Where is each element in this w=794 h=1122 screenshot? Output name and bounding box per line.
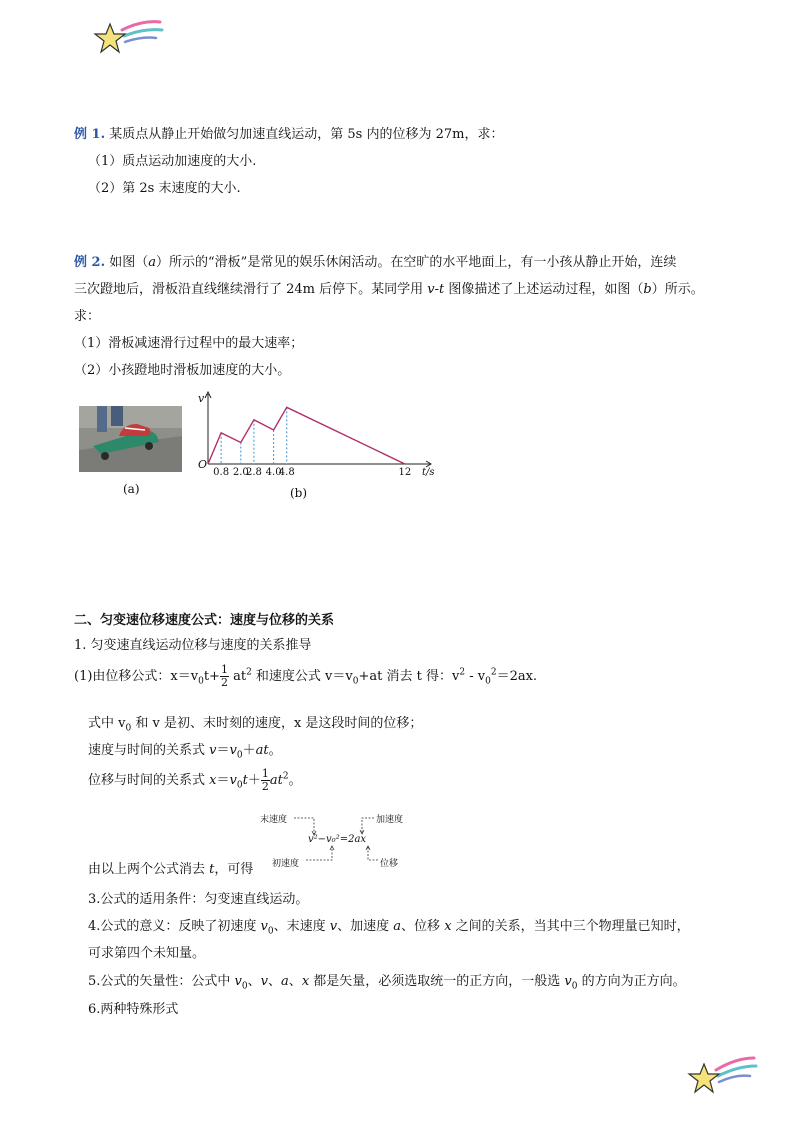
sup-2: 2 <box>282 771 289 782</box>
xt-plus: ＋ <box>247 773 261 788</box>
item-5-text-b: 都是矢量，必须选取统一的正方向，一般选 <box>309 974 565 989</box>
xt-end: 。 <box>288 773 302 788</box>
xt-x: x <box>209 773 217 788</box>
example-2-text-1a: 如图（ <box>109 255 149 270</box>
item-5-text-a: 5.公式的矢量性：公式中 <box>88 974 235 989</box>
example-2-fig-a-ref: a <box>148 255 157 270</box>
formula-text-1: (1)由位移公式：x＝v <box>74 669 199 684</box>
diagram-label-displacement: 位移 <box>380 859 399 869</box>
vt-symbol: v-t <box>427 282 445 297</box>
sub-0: 0 <box>267 926 274 937</box>
sub-0: 0 <box>571 981 578 992</box>
velocity-series-line <box>208 407 405 464</box>
x-axis-label: t/s <box>422 467 435 478</box>
example-1-question-2: （2）第 2s 末速度的大小. <box>88 181 241 196</box>
fraction-denominator: 2 <box>220 676 228 689</box>
one-half-fraction <box>220 664 229 689</box>
example-2-text-2c: ）所示。 <box>651 282 704 297</box>
variables-line <box>88 712 422 734</box>
formula-text-7: ＝2ax. <box>496 669 538 684</box>
item-4-text-e: 之间的关系，当其中三个物理量已知时， <box>451 919 690 934</box>
item-4-text-a: 4.公式的意义：反映了初速度 <box>88 919 261 934</box>
fraction-denominator: 2 <box>261 780 269 793</box>
sep: 、 <box>247 974 261 989</box>
elimination-line <box>88 858 253 877</box>
vt-eq: ＝ <box>216 743 230 758</box>
figure-b-caption: (b) <box>290 486 308 500</box>
skateboard-photo <box>79 406 182 472</box>
vt-v: v <box>209 743 217 758</box>
x-tick-label: 4.8 <box>278 467 295 478</box>
diagram-label-initial-velocity: 初速度 <box>272 859 300 869</box>
x-tick-label: 12 <box>398 467 412 478</box>
sym-v: v <box>329 919 338 934</box>
velocity-time-line <box>88 739 282 761</box>
example-2-question-1: （1）滑板减速滑行过程中的最大速率； <box>74 336 304 351</box>
example-2-question-2: （2）小孩蹬地时滑板加速度的大小。 <box>74 363 291 378</box>
example-2-line-1 <box>74 251 676 270</box>
x-tick-label: 2.0 <box>232 467 249 478</box>
y-axis-label: v <box>198 392 205 405</box>
sub-0: 0 <box>236 780 243 791</box>
vt-plus: ＋ <box>242 743 256 758</box>
shooting-star-bottom-icon <box>686 1050 758 1100</box>
item-5 <box>88 970 686 992</box>
item-6: 6.两种特殊形式 <box>88 1002 179 1017</box>
item-4 <box>88 915 690 937</box>
section-2-subheading-1: 1. 匀变速直线运动位移与速度的关系推导 <box>74 638 312 653</box>
elim-text-b: ，可得 <box>214 862 254 877</box>
example-2-line-2 <box>74 278 704 297</box>
sym-v: v <box>564 974 572 989</box>
sym-x: x <box>444 919 452 934</box>
vt-at: at <box>255 743 269 758</box>
item-4-text-c: 、加速度 <box>337 919 394 934</box>
sub-0: 0 <box>198 676 204 687</box>
x-tick-label: 0.8 <box>213 467 230 478</box>
x-tick-label: 2.8 <box>245 467 262 478</box>
example-2-text-1b: ）所示的“滑板”是常见的娱乐休闲活动。在空旷的水平地面上，有一小孩从静止开始，连续 <box>156 255 677 270</box>
sym-a: a <box>393 919 402 934</box>
diagram-label-final-velocity: 末速度 <box>260 815 288 825</box>
formula-text-4: 和速度公式 v＝v <box>251 669 353 684</box>
example-2-text-2b: 图像描述了上述运动过程，如图（ <box>444 282 644 297</box>
vt-end: 。 <box>268 743 282 758</box>
example-1-label: 例 1. <box>74 127 106 142</box>
sup-2: 2 <box>490 667 497 678</box>
sym-v: v <box>234 974 242 989</box>
example-2-text-2a: 三次蹬地后，滑板沿直线继续滑行了 24m 后停下。某同学用 <box>74 282 428 297</box>
example-1-text: 某质点从静止开始做匀加速直线运动，第 5s 内的位移为 27m，求： <box>109 127 504 142</box>
derivation-formula-line <box>74 664 537 689</box>
figure-a-caption: (a) <box>123 482 140 496</box>
example-2-fig-b-ref: b <box>643 282 652 297</box>
origin-label: O <box>198 458 208 471</box>
sub-0: 0 <box>352 676 359 687</box>
vt-text-a: 速度与时间的关系式 <box>88 743 210 758</box>
xt-t: t <box>242 773 248 788</box>
displacement-time-line <box>88 768 302 793</box>
sub-0: 0 <box>236 750 243 761</box>
example-1-line <box>74 123 503 142</box>
fraction-numerator: 1 <box>220 663 228 676</box>
formula-text-6: - v <box>465 669 486 684</box>
example-2-label: 例 2. <box>74 255 106 270</box>
sub-0: 0 <box>485 676 491 687</box>
diagram-arrows <box>260 810 430 872</box>
vt-v0: v <box>229 743 237 758</box>
example-2-line-3: 求： <box>74 309 101 324</box>
xt-at: at <box>269 773 283 788</box>
sym-x: x <box>301 974 310 989</box>
x-tick-label: 4.0 <box>265 467 282 478</box>
formula-text-3: at <box>228 669 247 684</box>
sym-v: v <box>260 974 269 989</box>
section-2-heading: 二、匀变速位移速度公式：速度与位移的关系 <box>74 613 335 628</box>
item-4-text-d: 、位移 <box>401 919 445 934</box>
sep: 、 <box>288 974 302 989</box>
vt-chart <box>190 388 440 480</box>
sym-v: v <box>260 919 268 934</box>
sub-0: 0 <box>125 723 132 734</box>
formula-annotation-diagram <box>260 810 430 872</box>
item-3: 3.公式的适用条件：匀变速直线运动。 <box>88 892 309 907</box>
sym-a: a <box>281 974 289 989</box>
sep: 、 <box>268 974 282 989</box>
formula-text-5: +at 消去 t 得：v <box>358 669 460 684</box>
xt-eq: ＝ <box>216 773 230 788</box>
item-5-text-c: 的方向为正方向。 <box>577 974 686 989</box>
sup-2: 2 <box>246 667 252 678</box>
sub-0: 0 <box>241 981 248 992</box>
elim-t: t <box>209 862 215 877</box>
one-half-fraction <box>261 768 270 793</box>
diagram-label-acceleration: 加速度 <box>376 815 404 825</box>
sup-2: 2 <box>459 667 466 678</box>
variables-text-b: 和 v 是初、末时刻的速度，x 是这段时间的位移； <box>131 716 423 731</box>
example-1-question-1: （1）质点运动加速度的大小. <box>88 154 257 169</box>
diagram-equation: v²−v₀²=2ax <box>308 834 367 845</box>
xt-text-a: 位移与时间的关系式 <box>88 773 210 788</box>
shooting-star-top-icon <box>92 16 164 58</box>
variables-text-a: 式中 v <box>88 716 126 731</box>
xt-v: v <box>229 773 237 788</box>
item-4-line-2: 可求第四个未知量。 <box>88 946 206 961</box>
item-4-text-b: 、末速度 <box>273 919 330 934</box>
fraction-numerator: 1 <box>261 767 269 780</box>
elim-text-a: 由以上两个公式消去 <box>88 862 210 877</box>
formula-text-2: t+ <box>203 669 220 684</box>
